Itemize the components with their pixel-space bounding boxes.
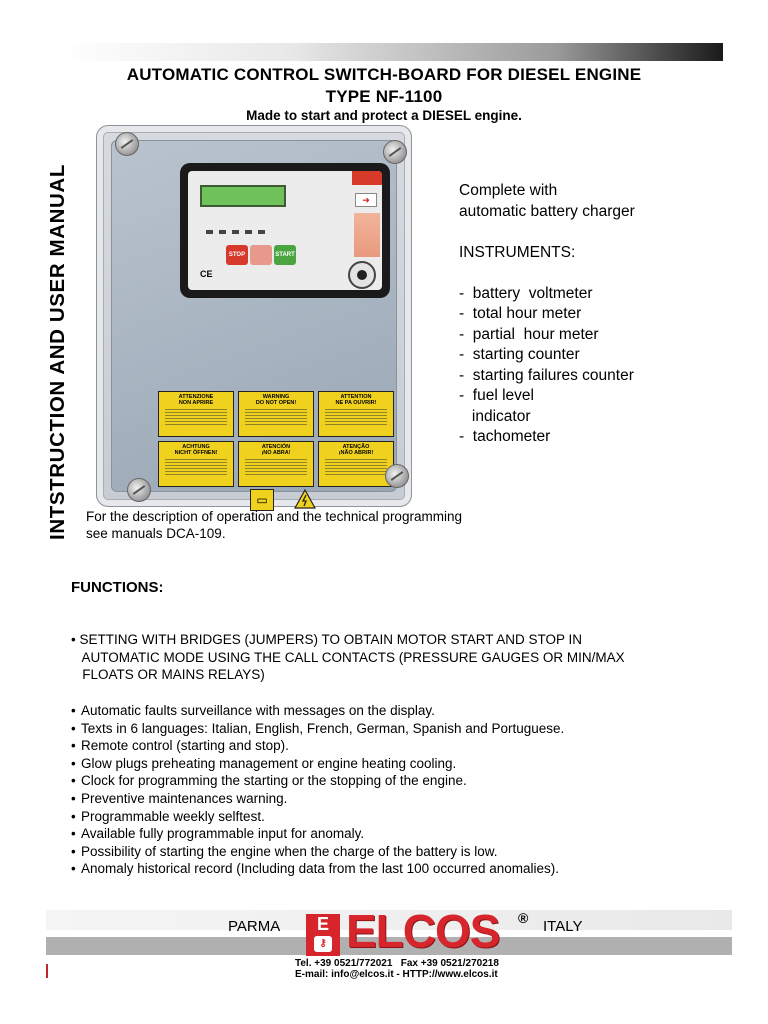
list-item: • Available fully programmable input for anomaly. [71,826,365,842]
key-icon: ⚷ [314,936,332,952]
bullet-line: FLOATS OR MAINS RELAYS) [71,667,265,682]
control-panel-face [188,171,382,290]
led [245,230,252,234]
list-item: • Programmable weekly selftest. [71,808,265,824]
instrument-item: - fuel level [459,387,534,404]
instrument-item: indicator [459,407,531,425]
screw-icon [383,140,407,164]
bullet-icon: • [71,720,76,736]
key-switch-icon [348,261,376,289]
contact-info [295,958,499,980]
bullet-icon: • [71,755,76,771]
city-right: ITALY [543,918,583,935]
description [86,508,546,542]
start-button-graphic: START [274,245,296,265]
instrument-item: - total hour meter [459,305,582,322]
led [219,230,226,234]
bullet-icon: • [71,808,76,824]
page-title: AUTOMATIC CONTROL SWITCH-BOARD FOR DIESEL ENGINE [126,65,642,84]
lcd-display [200,185,286,207]
warning-label: ATTENTION NE PA OUVRIR! [318,391,394,437]
model-title: TYPE NF-1100 [325,87,443,106]
feature-line [459,222,719,243]
instruments-heading: INSTRUMENTS: [459,243,576,261]
elcos-logo-icon [306,914,340,956]
contact-phone: Tel. +39 0521/772021 Fax +39 0521/270218 [295,958,499,969]
bullet-icon: • [71,861,76,877]
feature-line: Complete with [459,182,558,199]
arrow-icon: ➜ [355,193,377,207]
bullet-line: AUTOMATIC MODE USING THE CALL CONTACTS (PRESSURE GAUGES OR MIN/MAX [71,649,625,665]
control-panel [180,163,390,298]
warning-label: ATTENZIONE NON APRIRE [158,391,234,437]
brand-name: ELCOS [346,905,500,957]
contact-email: E-mail: info@elcos.it - HTTP://www.elcos.it [295,969,498,980]
led-row [206,221,286,229]
bullet-line: • SETTING WITH BRIDGES (JUMPERS) TO OBTAIN MOTOR START AND STOP IN [71,632,583,647]
list-item: • Remote control (starting and stop). [71,738,289,754]
list-item: • Preventive maintenances warning. [71,790,288,806]
led [258,230,265,234]
list-item: • Anomaly historical record (Including data from the last 100 occurred anomalies). [71,861,559,877]
instrument-item: - tachometer [459,428,551,445]
instrument-item: - starting counter [459,346,580,363]
bullet-icon: • [71,790,76,806]
registered-mark: ® [518,910,529,926]
warning-label: ACHTUNG NICHT ÖFFNEN! [158,441,234,487]
functions-list [71,702,721,878]
list-item: • Possibility of starting the engine when the charge of the battery is low. [71,843,498,859]
jumper-setting-bullet [71,631,721,684]
switchboard-image [96,125,412,507]
list-item: • Glow plugs preheating management or engine heating cooling. [71,755,457,771]
description-line: see manuals DCA-109. [86,526,226,541]
list-item: • Clock for programming the starting or the stopping of the engine. [71,773,467,789]
panel-red-strip [352,171,382,185]
electric-hazard-icon [294,489,316,509]
feature-line: automatic battery charger [459,202,635,220]
ce-mark: CE [200,269,213,279]
side-manual-title: INTSTRUCTION AND USER MANUAL [46,164,69,540]
header-gradient-bar [58,43,723,61]
screw-icon [115,132,139,156]
feature-line [459,263,719,284]
panel-peach-strip [354,213,380,257]
led [232,230,239,234]
footer-red-mark [46,964,48,978]
screw-icon [127,478,151,502]
subtitle: Made to start and protect a DIESEL engine. [246,108,522,123]
logo-letter: E [316,914,329,934]
description-line: For the description of operation and the technical programming [86,509,462,524]
instrument-item: - starting failures counter [459,366,634,384]
manual-book-icon: ▭ [250,489,274,511]
instrument-item: - partial hour meter [459,325,599,343]
stop-button-graphic: STOP [226,245,248,265]
functions-heading: FUNCTIONS: [71,579,164,596]
list-item: • Automatic faults surveillance with messages on the display. [71,703,435,718]
bullet-icon: • [71,843,76,859]
city-left: PARMA [228,918,281,935]
screw-icon [385,464,409,488]
instrument-item: - battery voltmeter [459,284,593,302]
switchboard-enclosure [111,140,397,507]
warning-label: ATENÇÃO ¡NÃO ABRIR! [318,441,394,487]
warning-label: ATENCIÓN ¡NO ABRA! [238,441,314,487]
warning-label: WARNING DO NOT OPEN! [238,391,314,437]
warning-labels [158,391,394,487]
list-item: • Texts in 6 languages: Italian, English, French, German, Spanish and Portuguese. [71,720,565,736]
bullet-icon: • [71,738,76,754]
reset-button-graphic [250,245,272,265]
bullet-icon: • [71,826,76,842]
features-list [459,181,719,448]
led [206,230,213,234]
bullet-icon: • [71,773,76,789]
bullet-icon: • [71,703,76,718]
